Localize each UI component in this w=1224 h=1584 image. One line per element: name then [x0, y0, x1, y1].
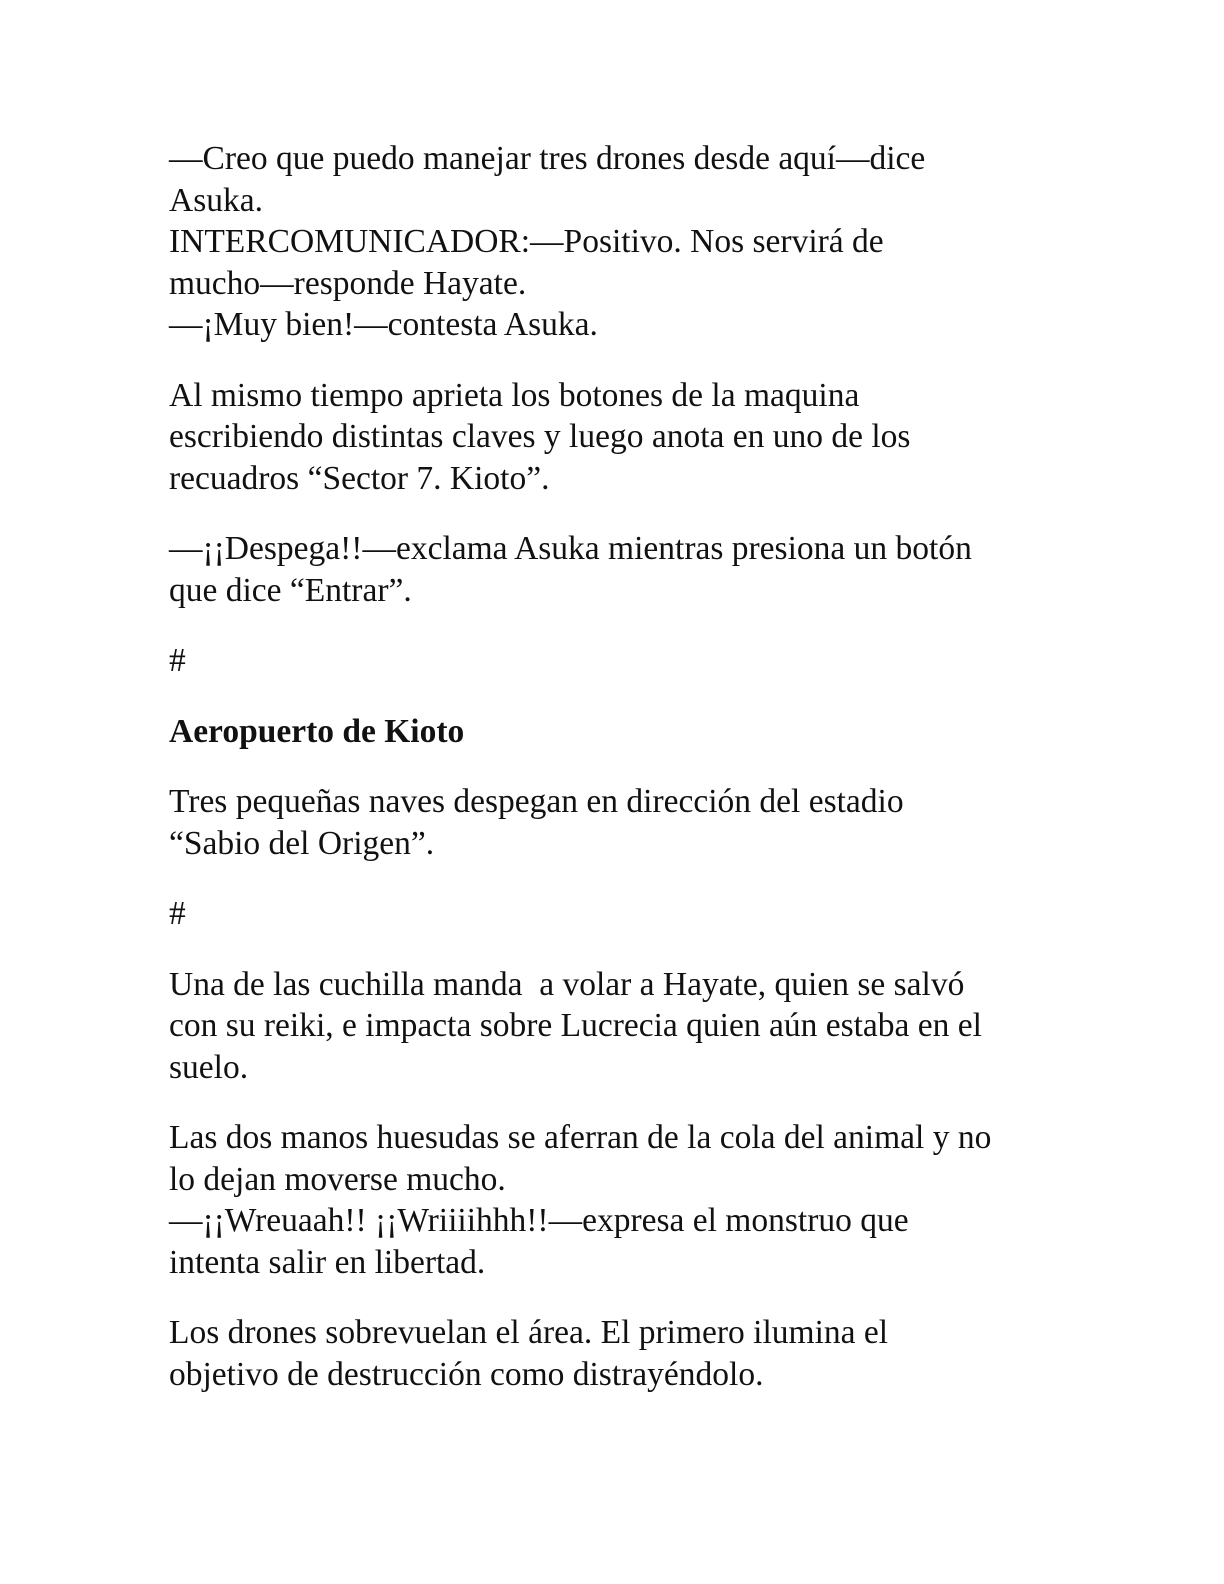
- separator-mark: #: [169, 895, 186, 932]
- text-line: Al mismo tiempo aprieta los botones de la maquina: [169, 376, 860, 414]
- text-line: que dice “Entrar”.: [169, 571, 412, 609]
- text-line: Los drones sobrevuelan el área. El primero ilumina el: [169, 1314, 889, 1351]
- scene-separator: [169, 893, 1069, 935]
- paragraph-dialogue-asuka: [169, 138, 1069, 346]
- paragraph-despega: [169, 528, 1069, 611]
- text-line: —¡¡Wreuaah!! ¡¡Wriiiihhh!!—expresa el monstruo que: [169, 1202, 909, 1239]
- text-line: con su reiki, e impacta sobre Lucrecia quien aún estaba en el: [169, 1007, 982, 1044]
- paragraph-manos-huesudas: [169, 1117, 1069, 1283]
- text-line: suelo.: [169, 1048, 249, 1086]
- text-line: INTERCOMUNICADOR:—Positivo. Nos servirá de: [169, 223, 884, 260]
- text-line: Una de las cuchilla manda a volar a Hayate, quien se salvó: [169, 965, 965, 1003]
- separator-mark: #: [169, 642, 186, 679]
- text-line: intenta salir en libertad.: [169, 1243, 486, 1281]
- text-line: —Creo que puedo manejar tres drones desde aquí—dice: [169, 140, 926, 177]
- paragraph-drones: [169, 1312, 1069, 1395]
- text-line: “Sabio del Origen”.: [169, 824, 435, 862]
- text-line: recuadros “Sector 7. Kioto”.: [169, 459, 550, 497]
- text-line: Las dos manos huesudas se aferran de la cola del animal y no: [169, 1119, 992, 1156]
- heading-text: Aeropuerto de Kioto: [169, 712, 465, 750]
- paragraph-cuchilla: [169, 964, 1069, 1089]
- paragraph-naves: [169, 781, 1069, 864]
- scene-separator: [169, 640, 1069, 682]
- text-line: objetivo de destrucción como distrayéndolo.: [169, 1355, 764, 1393]
- text-line: lo dejan moverse mucho.: [169, 1160, 506, 1198]
- text-line: —¡¡Despega!!—exclama Asuka mientras presiona un botón: [169, 530, 972, 567]
- text-line: mucho—responde Hayate.: [169, 264, 527, 302]
- text-line: —¡Muy bien!—contesta Asuka.: [169, 306, 598, 343]
- text-line: Tres pequeñas naves despegan en dirección del estadio: [169, 783, 904, 820]
- text-line: escribiendo distintas claves y luego anota en uno de los: [169, 418, 911, 455]
- document-page: [169, 138, 1069, 1424]
- section-heading: [169, 711, 1069, 753]
- paragraph-machine-buttons: [169, 375, 1069, 500]
- text-line: Asuka.: [169, 181, 263, 219]
